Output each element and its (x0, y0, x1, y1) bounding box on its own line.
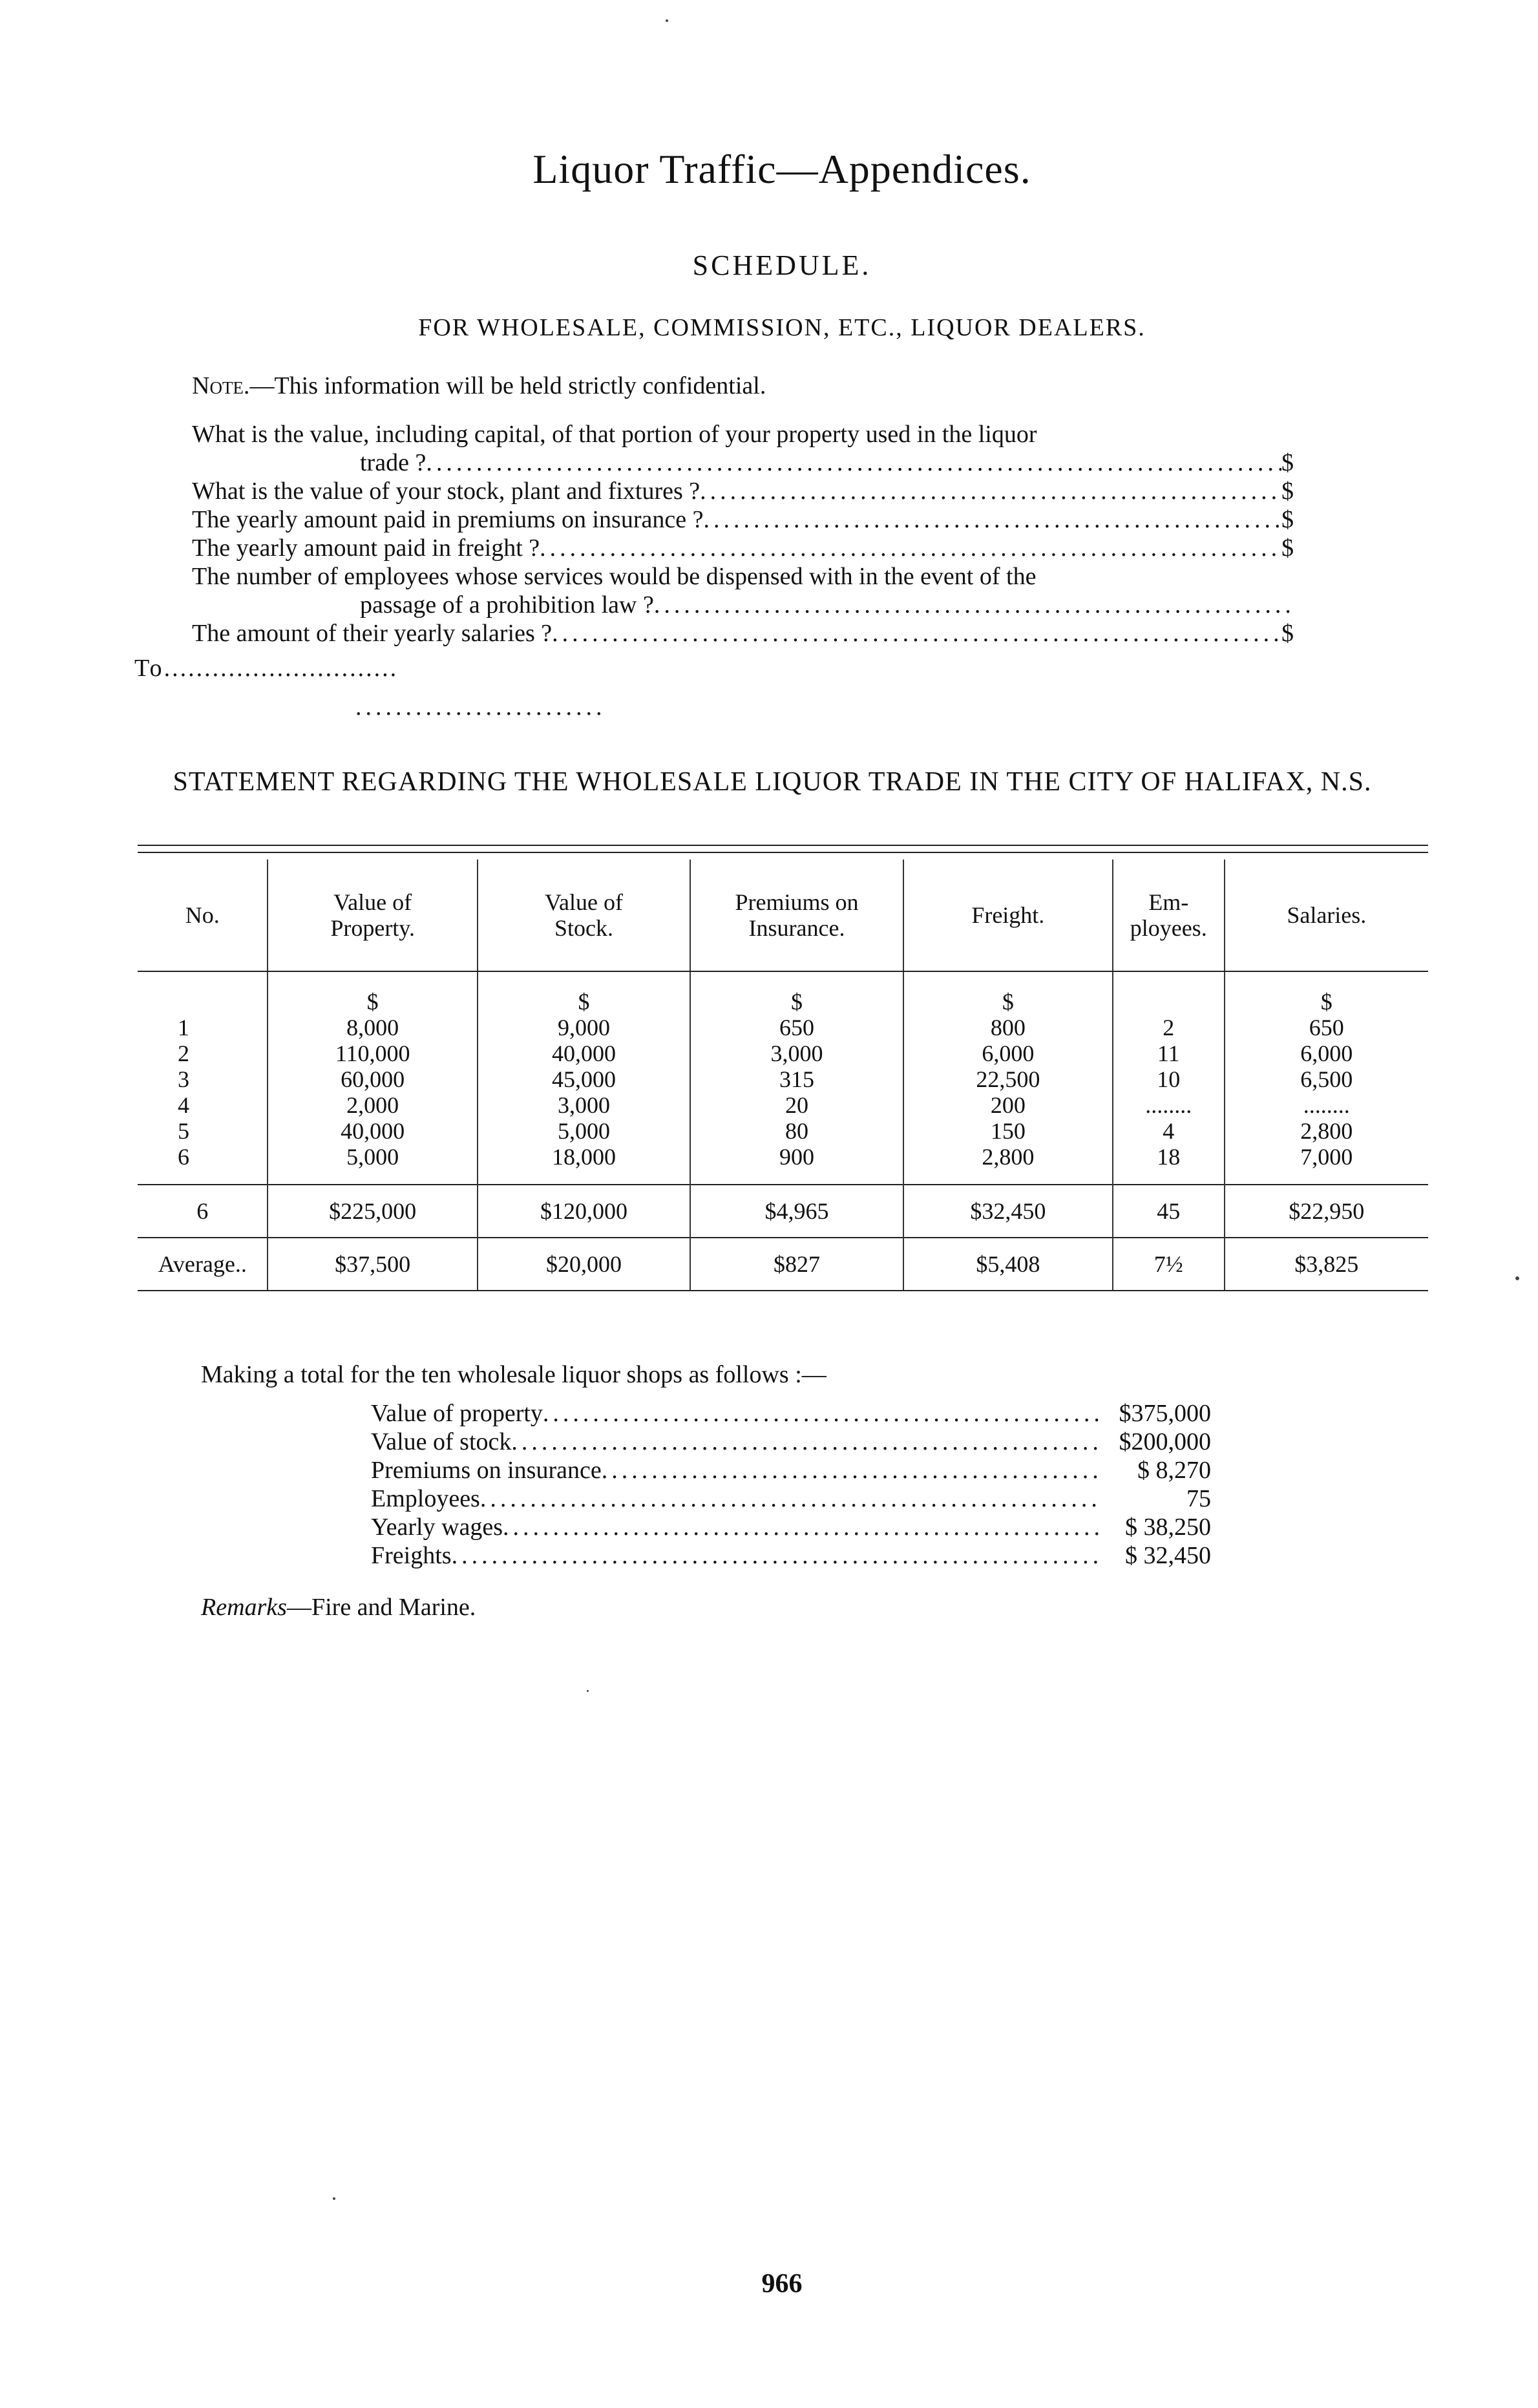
note-text: —This information will be held strictly confidential. (249, 372, 766, 399)
dollar-sign: $ (903, 971, 1113, 1015)
schedule-subheading: FOR WHOLESALE, COMMISSION, ETC., LIQUOR DEALERS. (418, 314, 1146, 341)
question-property-line2: trade ? ..... $ (192, 449, 1294, 477)
header-property: Value of Property. (268, 860, 477, 971)
summary-intro: Making a total for the ten wholesale liquor shops as follows :— (201, 1361, 827, 1388)
summary-item: Freights ..... $ 32,450 (371, 1541, 1211, 1570)
dollar-sign: $ (268, 971, 477, 1015)
scan-speck (333, 2197, 335, 2200)
remarks-text: —Fire and Marine. (286, 1594, 476, 1621)
header-premiums: Premiums on Insurance. (690, 860, 903, 971)
note-label: Note. (192, 372, 250, 399)
question-employees-line2: passage of a prohibition law ? ..... (192, 591, 1294, 619)
question-property-line1: What is the value, including capital, of that portion of your property used in the liquor (192, 421, 1037, 448)
dollar-sign: $ (1281, 534, 1294, 562)
table-header-row (138, 860, 1428, 971)
table-row: 2 110,000 40,000 3,000 6,000 11 6,000 (138, 1040, 1428, 1066)
header-salaries: Salaries. (1225, 860, 1428, 971)
header-no: No. (138, 860, 268, 971)
question-stock: What is the value of your stock, plant and fixtures ? ..... $ (192, 477, 1294, 505)
question-salaries: The amount of their yearly salaries ? ..... $ (192, 619, 1294, 648)
header-employees: Em- ployees. (1113, 860, 1225, 971)
dollar-unit-row (138, 971, 1428, 1015)
scan-speck (1515, 1276, 1519, 1280)
dollar-sign: $ (1281, 506, 1294, 533)
scan-speck (587, 1690, 589, 1692)
summary-list (371, 1399, 1211, 1570)
statement-title: STATEMENT REGARDING THE WHOLESALE LIQUOR TRADE IN THE CITY OF HALIFAX, N.S. (173, 767, 1372, 797)
to-address-line: ......................... (355, 693, 606, 721)
total-row: 6 $225,000 $120,000 $4,965 $32,450 45 $22,950 (138, 1185, 1428, 1238)
summary-item: Premiums on insurance ..... $ 8,270 (371, 1456, 1211, 1484)
table-row: 5 40,000 5,000 80 150 4 2,800 (138, 1118, 1428, 1144)
question-employees-line1: The number of employees whose services would be dispensed with in the event of the (192, 563, 1037, 590)
table-row: 1 8,000 9,000 650 800 2 650 (138, 1015, 1428, 1040)
dollar-sign: $ (690, 971, 903, 1015)
summary-item: Value of property ..... $375,000 (371, 1399, 1211, 1428)
table-row: 3 60,000 45,000 315 22,500 10 6,500 (138, 1066, 1428, 1092)
dollar-sign: $ (478, 971, 690, 1015)
top-rule-double (138, 852, 1428, 853)
question-premiums: The yearly amount paid in premiums on insurance ? ..... $ (192, 505, 1294, 534)
to-line: To............................. (134, 655, 399, 682)
top-rule (138, 845, 1428, 846)
dollar-sign: $ (1281, 449, 1294, 476)
dollar-sign: $ (1281, 478, 1294, 505)
header-freight: Freight. (903, 860, 1113, 971)
table-row: 6 5,000 18,000 900 2,800 18 7,000 (138, 1144, 1428, 1185)
remarks (201, 1593, 476, 1621)
summary-item: Value of stock ..... $200,000 (371, 1428, 1211, 1456)
remarks-label: Remarks (201, 1594, 287, 1621)
page-number: 966 (761, 2269, 803, 2299)
statement-table (138, 860, 1428, 1291)
average-row: Average.. $37,500 $20,000 $827 $5,408 7½ $3,825 (138, 1238, 1428, 1291)
header-stock: Value of Stock. (478, 860, 690, 971)
schedule-questions (192, 420, 1294, 648)
summary-item: Employees ..... 75 (371, 1484, 1211, 1513)
page-title: Liquor Traffic—Appendices. (532, 146, 1031, 192)
schedule-heading: SCHEDULE. (692, 249, 872, 281)
table-row: 4 2,000 3,000 20 200 ........ ........ (138, 1092, 1428, 1118)
scan-speck (666, 19, 668, 22)
question-freight: The yearly amount paid in freight ? ..... $ (192, 534, 1294, 562)
dollar-sign: $ (1281, 620, 1294, 647)
dollar-sign: $ (1225, 971, 1428, 1015)
confidentiality-note (192, 372, 766, 400)
summary-item: Yearly wages ..... $ 38,250 (371, 1513, 1211, 1541)
